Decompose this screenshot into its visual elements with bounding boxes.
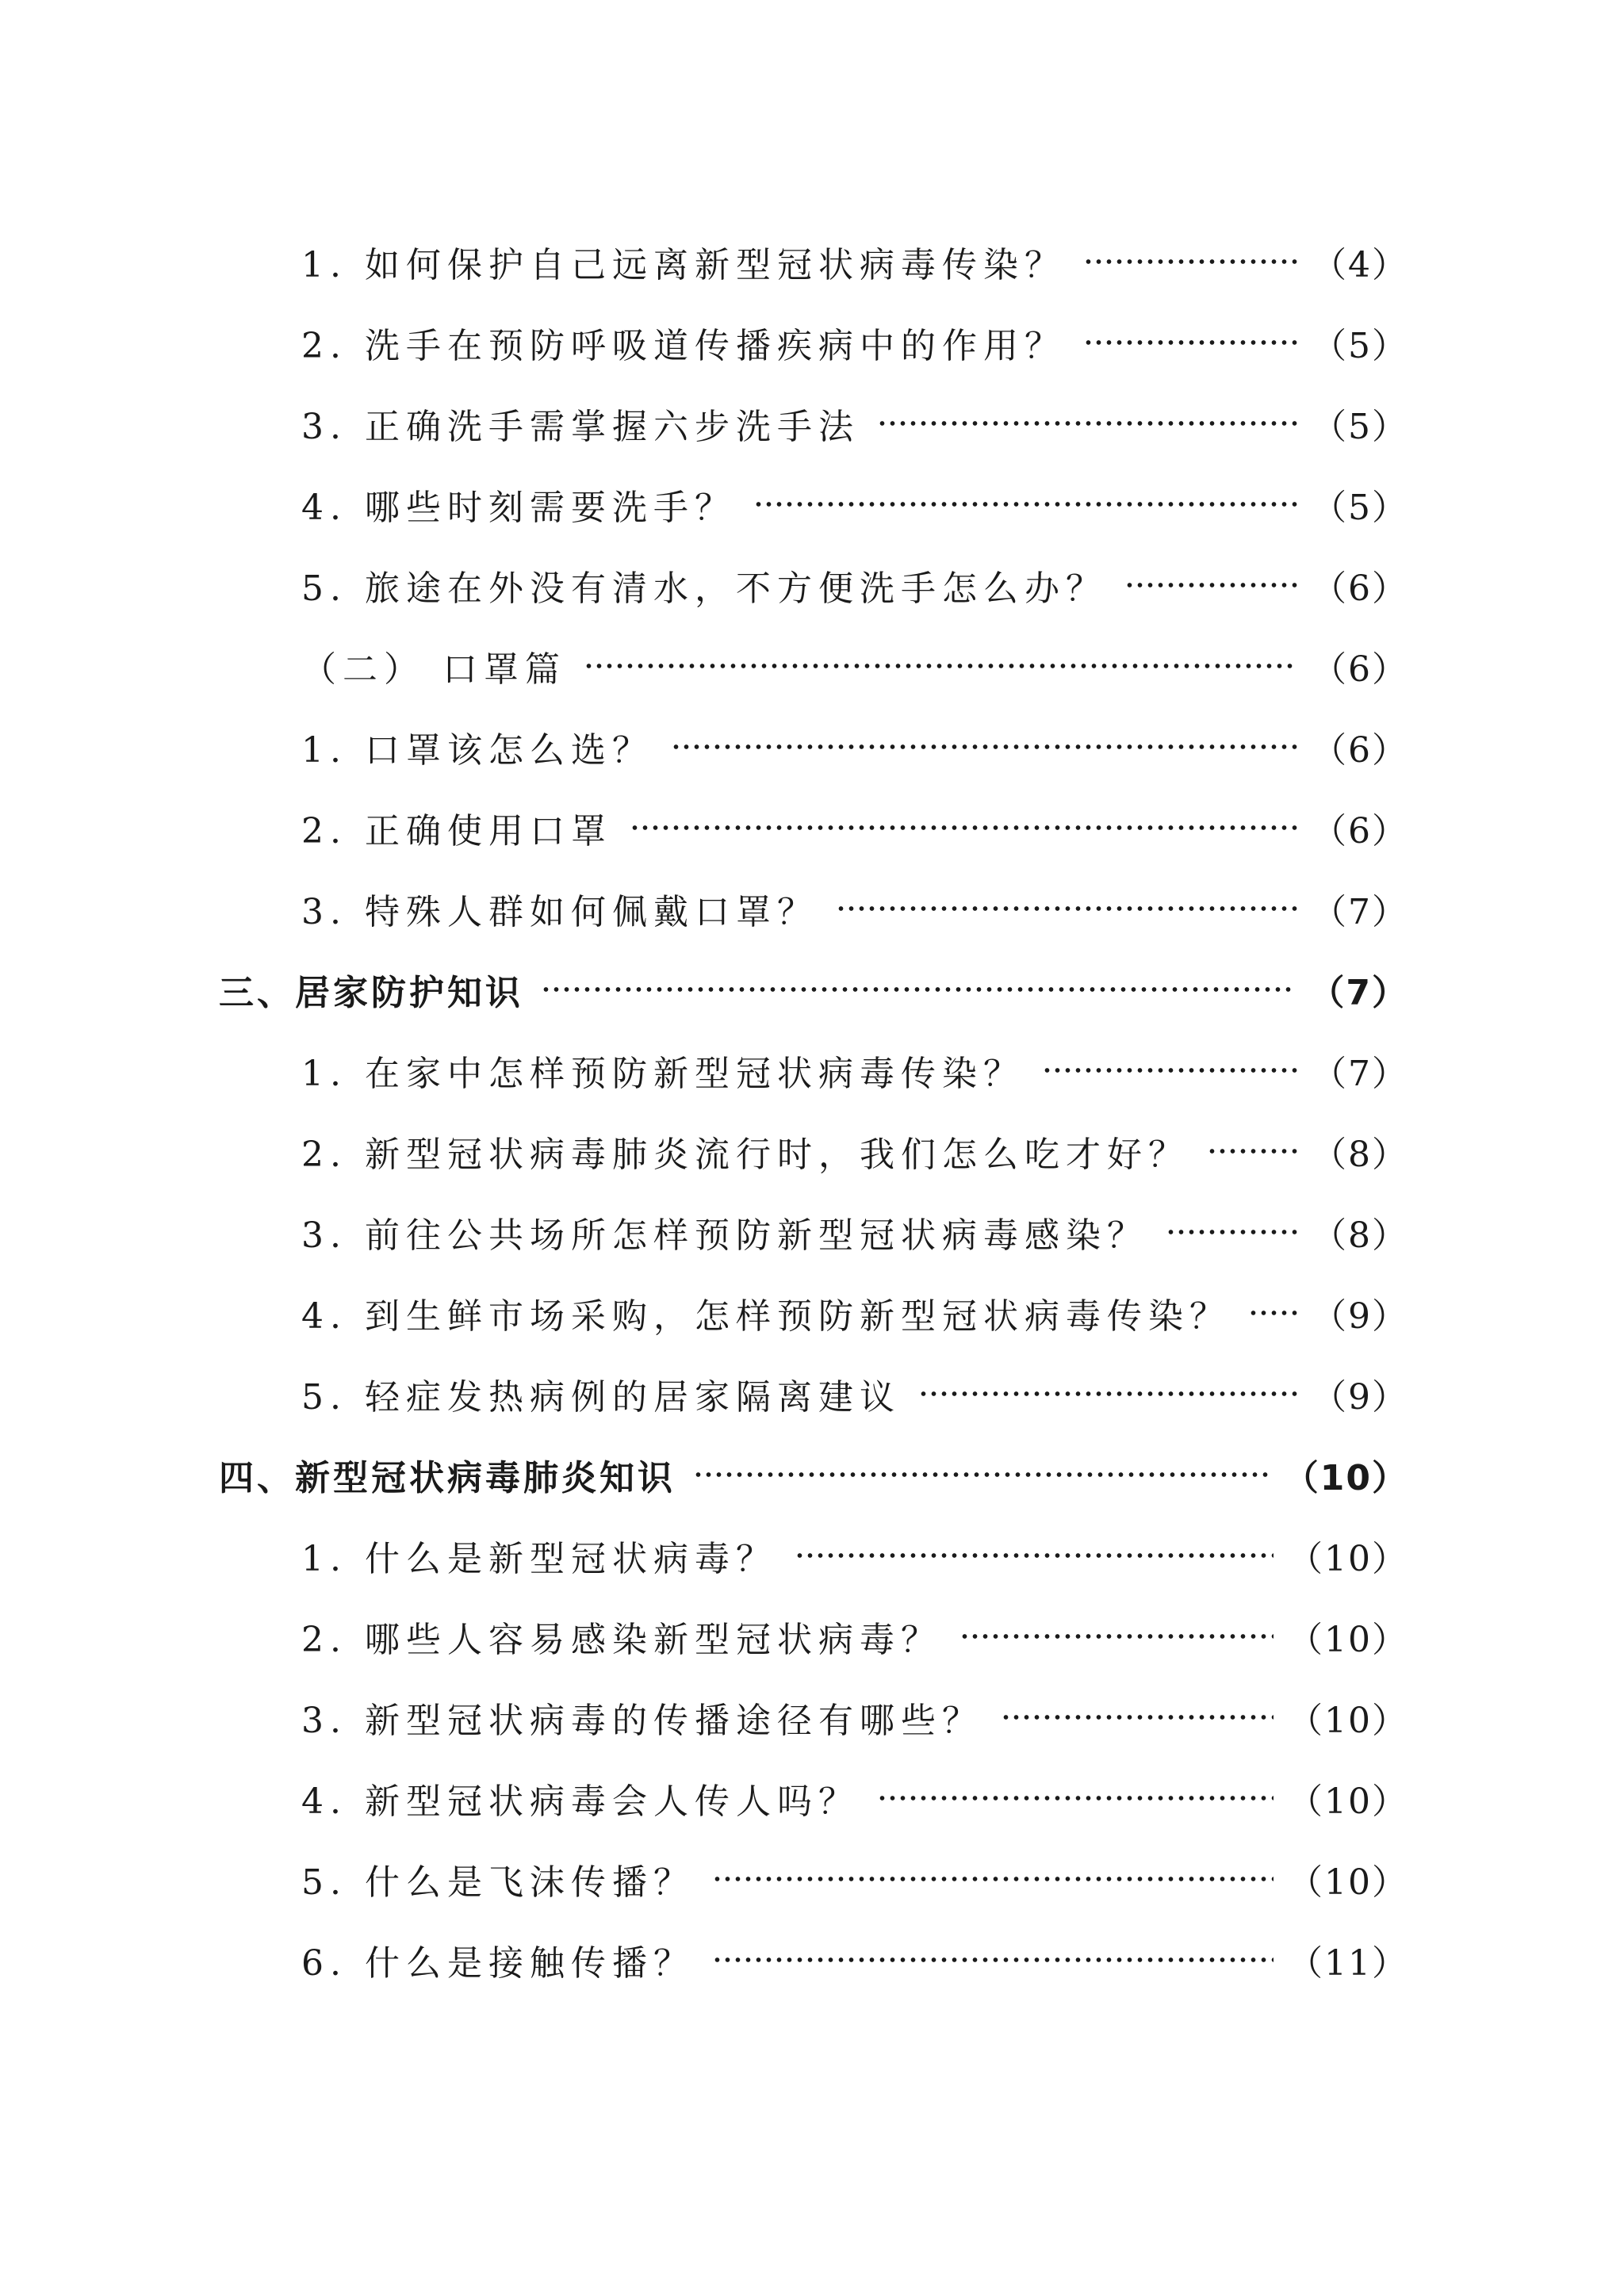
toc-entry-page: （10） [1288,1862,1408,1903]
toc-entry-title: 1. 口罩该怎么选？ [301,730,653,771]
toc-entry-title: 5. 旅途在外没有清水，不方便洗手怎么办？ [301,568,1107,609]
toc-entry[interactable] [301,1762,1408,1834]
toc-entry-title: （二） 口罩篇 [301,649,566,690]
toc-entry-title: 4. 哪些时刻需要洗手？ [301,488,736,528]
dot-leader [693,1457,1270,1492]
toc-entry[interactable] [301,1682,1408,1753]
toc-entry-page: （9） [1312,1296,1408,1337]
dot-leader [630,810,1297,845]
toc-entry-page: （4） [1312,245,1408,285]
toc-entry-page: （10） [1288,1620,1408,1660]
toc-entry-title: 3. 特殊人群如何佩戴口罩？ [301,892,818,932]
dot-leader [795,1538,1274,1573]
dot-leader [877,1781,1274,1816]
toc-entry[interactable] [301,549,1408,621]
toc-entry-title: 6. 什么是接触传播？ [301,1943,695,1984]
toc-entry-title: 4. 新型冠状病毒会人传人吗？ [301,1781,860,1822]
toc-entry-subsection[interactable] [301,630,1408,702]
toc-entry-title: 1. 什么是新型冠状病毒？ [301,1539,777,1579]
toc-entry-title: 5. 轻症发热病例的居家隔离建议 [301,1377,901,1418]
toc-entry-page: （10） [1288,1539,1408,1579]
toc-entry[interactable] [301,388,1408,459]
toc-entry[interactable] [301,226,1408,297]
dot-leader [712,1862,1274,1896]
dot-leader [877,406,1297,441]
toc-entry[interactable] [301,1601,1408,1672]
dot-leader [1042,1053,1297,1088]
toc-entry[interactable] [301,1843,1408,1915]
toc-entry[interactable] [301,1035,1408,1106]
dot-leader [584,649,1297,683]
toc-entry-title: 2. 哪些人容易感染新型冠状病毒？ [301,1620,942,1660]
toc-entry-page: （7） [1309,973,1408,1013]
dot-leader [918,1376,1297,1411]
toc-entry-title: 2. 新型冠状病毒肺炎流行时，我们怎么吃才好？ [301,1135,1189,1175]
toc-entry-title: 4. 到生鲜市场采购，怎样预防新型冠状病毒传染？ [301,1296,1231,1337]
toc-entry[interactable] [301,1277,1408,1349]
toc-entry-page: （8） [1312,1215,1408,1256]
dot-leader [541,972,1295,1007]
toc-section-title: 三、居家防护知识 [219,973,523,1013]
toc-entry[interactable] [301,792,1408,863]
dot-leader [1083,244,1297,279]
toc-entry[interactable] [301,1520,1408,1591]
toc-entry-section[interactable] [219,1439,1408,1510]
toc-entry-page: （6） [1312,811,1408,851]
dot-leader [1248,1295,1297,1330]
toc-entry-page: （6） [1312,730,1408,771]
toc-entry-page: （11） [1288,1943,1408,1984]
dot-leader [1083,325,1297,360]
dot-leader [1124,568,1297,603]
toc-entry-title: 3. 新型冠状病毒的传播途径有哪些？ [301,1701,983,1741]
toc-entry-title: 5. 什么是飞沫传播？ [301,1862,695,1903]
dot-leader [1207,1134,1297,1169]
toc-entry-page: （10） [1283,1458,1408,1498]
toc-entry-title: 2. 正确使用口罩 [301,811,612,851]
dot-leader [1166,1215,1297,1249]
toc-entry-title: 1. 在家中怎样预防新型冠状病毒传染？ [301,1054,1025,1094]
toc-entry-page: （5） [1312,407,1408,447]
toc-entry[interactable] [301,873,1408,944]
toc-entry[interactable] [301,1115,1408,1187]
dot-leader [1001,1700,1274,1735]
dot-leader [712,1942,1274,1977]
toc-entry[interactable] [301,307,1408,378]
toc-entry-title: 2. 洗手在预防呼吸道传播疾病中的作用？ [301,326,1066,366]
toc-entry[interactable] [301,469,1408,540]
toc-entry-title: 3. 正确洗手需掌握六步洗手法 [301,407,860,447]
dot-leader [753,487,1297,522]
toc-entry[interactable] [301,1358,1408,1429]
dot-leader [959,1619,1274,1654]
toc-entry-section[interactable] [219,954,1408,1025]
dot-leader [671,729,1297,764]
toc-entry-page: （7） [1312,1054,1408,1094]
toc-entry-page: （5） [1312,488,1408,528]
toc-entry-page: （10） [1288,1781,1408,1822]
dot-leader [836,891,1297,926]
toc-entry-page: （10） [1288,1701,1408,1741]
toc-entry-title: 1. 如何保护自己远离新型冠状病毒传染？ [301,245,1066,285]
toc-entry[interactable] [301,711,1408,783]
toc-entry-page: （6） [1312,568,1408,609]
toc-entry[interactable] [301,1924,1408,1996]
toc-entry-page: （5） [1312,326,1408,366]
toc-entry[interactable] [301,1196,1408,1268]
toc-entry-page: （9） [1312,1377,1408,1418]
toc-entry-page: （8） [1312,1135,1408,1175]
toc-section-title: 四、新型冠状病毒肺炎知识 [219,1458,676,1498]
toc-entry-page: （7） [1312,892,1408,932]
toc-entry-page: （6） [1312,649,1408,690]
toc-entry-title: 3. 前往公共场所怎样预防新型冠状病毒感染？ [301,1215,1148,1256]
